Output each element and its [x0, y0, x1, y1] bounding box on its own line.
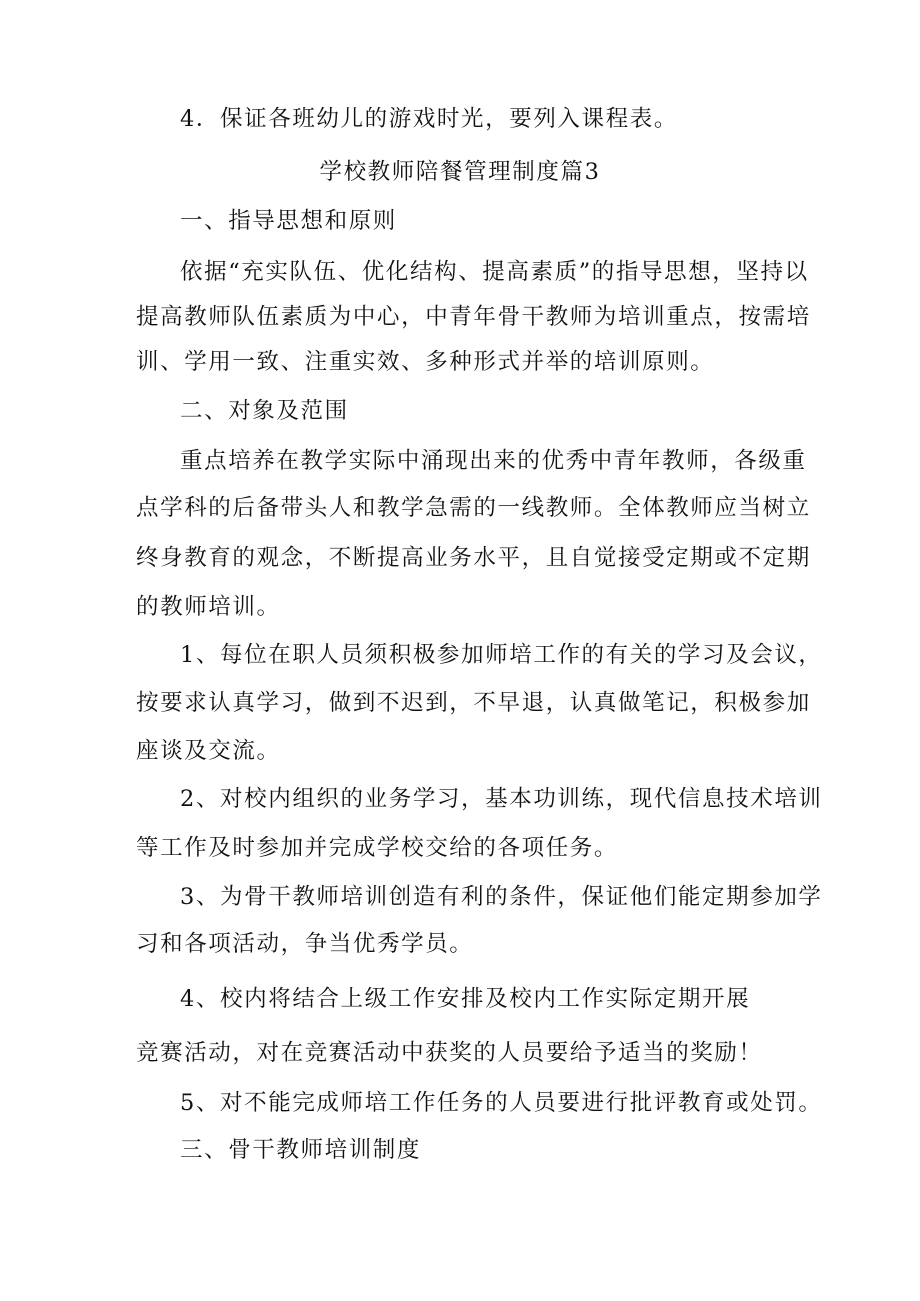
section-heading: 一、指导思想和原则: [180, 208, 397, 234]
paragraph-line: 训、学用一致、注重实效、多种形式并举的培训原则。: [136, 349, 715, 375]
section-heading: 二、对象及范围: [180, 398, 349, 424]
paragraph-line: 重点培养在教学实际中涌现出来的优秀中青年教师，各级重: [180, 448, 807, 474]
paragraph-line: 5、对不能完成师培工作任务的人员要进行批评教育或处罚。: [180, 1090, 823, 1116]
paragraph-line: 的教师培训。: [136, 594, 281, 620]
paragraph-line: 依据“充实队伍、优化结构、提高素质”的指导思想，坚持以: [180, 259, 809, 285]
paragraph-line: 1、每位在职人员须积极参加师培工作的有关的学习及会议，: [180, 642, 823, 668]
section-heading: 三、骨干教师培训制度: [180, 1137, 422, 1163]
paragraph-line: 4．保证各班幼儿的游戏时光，要列入课程表。: [180, 106, 678, 132]
paragraph-line: 等工作及时参加并完成学校交给的各项任务。: [136, 835, 619, 861]
paragraph-line: 竞赛活动，对在竞赛活动中获奖的人员要给予适当的奖励！: [136, 1040, 763, 1066]
paragraph-line: 按要求认真学习，做到不迟到，不早退，认真做笔记，积极参加: [136, 690, 811, 716]
paragraph-line: 座谈及交流。: [136, 738, 281, 764]
paragraph-line: 提高教师队伍素质为中心，中青年骨干教师为培训重点，按需培: [136, 304, 811, 330]
paragraph-line: 4、校内将结合上级工作安排及校内工作实际定期开展: [180, 986, 751, 1012]
paragraph-line: 习和各项活动，争当优秀学员。: [136, 931, 474, 957]
paragraph-line: 3、为骨干教师培训创造有利的条件，保证他们能定期参加学: [180, 884, 823, 910]
section-title: 学校教师陪餐管理制度篇3: [319, 159, 601, 185]
paragraph-line: 2、对校内组织的业务学习，基本功训练，现代信息技术培训: [180, 786, 823, 812]
paragraph-line: 终身教育的观念，不断提高业务水平，且自觉接受定期或不定期: [136, 545, 811, 571]
paragraph-line: 点学科的后备带头人和教学急需的一线教师。全体教师应当树立: [136, 495, 811, 521]
